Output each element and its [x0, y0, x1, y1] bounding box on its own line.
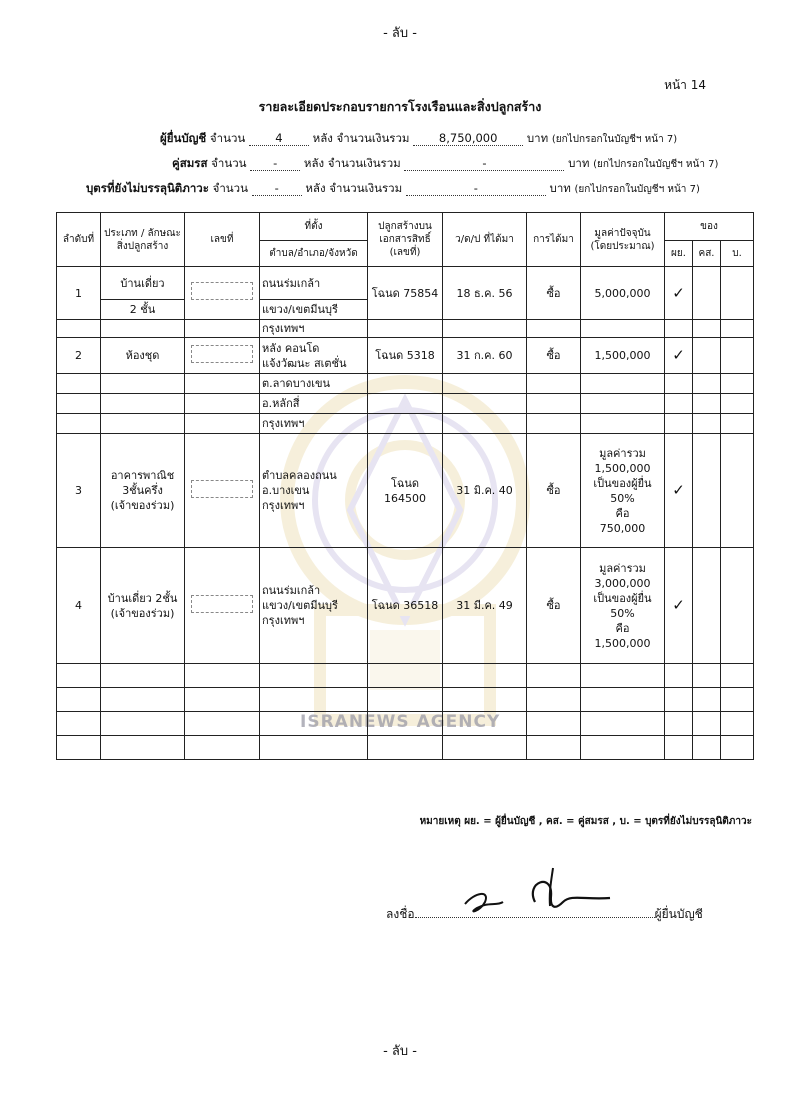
header-location-sub: ตำบล/อำเภอ/จังหวัด	[260, 241, 368, 267]
header-seq: ลำดับที่	[57, 213, 101, 267]
redacted-number	[191, 480, 253, 498]
building-table	[56, 212, 754, 760]
header-owner-child: บ.	[721, 241, 754, 267]
table-row: 4 บ้านเดี่ยว 2ชั้น (เจ้าของร่วม) ถนนร่มเกล้า แขวง/เขตมีนบุรี กรุงเทพฯ โฉนด 36518 31 มี.ค. 49 ซื้อ มูลค่ารวม 3,000,000 เป็นของผู้ยื่น 50% คือ 1,500,000 ✓	[57, 548, 754, 664]
watermark-text: ISRANEWS AGENCY	[300, 712, 501, 732]
summary-row-filer: ผู้ยื่นบัญชี จำนวน 4 หลัง จำนวนเงินรวม 8,750,000 บาท (ยกไปกรอกในบัญชีฯ หน้า 7)	[160, 131, 678, 145]
summary-row-spouse: คู่สมรส จำนวน - หลัง จำนวนเงินรวม - บาท (ยกไปกรอกในบัญชีฯ หน้า 7)	[172, 156, 719, 170]
redacted-number	[191, 595, 253, 613]
header-owner-self: ผย.	[665, 241, 693, 267]
header-number: เลขที่	[185, 213, 260, 267]
spouse-amount: -	[404, 156, 564, 171]
owner-self-check-icon: ✓	[665, 434, 693, 548]
header-value: มูลค่าปัจจุบัน (โดยประมาณ)	[581, 213, 665, 267]
secret-label-top: - ลับ -	[383, 26, 417, 41]
document-title: รายละเอียดประกอบรายการโรงเรือนและสิ่งปลูกสร้าง	[258, 99, 542, 114]
signature-line: ลงชื่อ ผู้ยื่นบัญชี	[386, 903, 703, 924]
table-header-row	[57, 213, 754, 241]
table-row: 2 ชั้น แขวง/เขตมีนบุรี	[57, 300, 754, 320]
header-type: ประเภท / ลักษณะ สิ่งปลูกสร้าง	[101, 213, 185, 267]
table-row-empty	[57, 736, 754, 760]
filer-count: 4	[249, 131, 309, 146]
header-date: ว/ด/ป ที่ได้มา	[443, 213, 527, 267]
table-row: 3 อาคารพาณิช 3ชั้นครึ่ง (เจ้าของร่วม) ตำบลคลองถนน อ.บางเขน กรุงเทพฯ โฉนด 164500 31 มิ.ค. 40 ซื้อ มูลค่ารวม 1,500,000 เป็นของผู้ยื่น 50% คือ 750,000 ✓	[57, 434, 754, 548]
table-row: 1 บ้านเดี่ยว ถนนร่มเกล้า โฉนด 75854 18 ธ.ค. 56 ซื้อ 5,000,000 ✓	[57, 267, 754, 300]
owner-self-check-icon: ✓	[665, 548, 693, 664]
owner-self-check-icon: ✓	[665, 338, 693, 374]
owner-self-check-icon: ✓	[665, 267, 693, 320]
header-owner: ของ	[665, 213, 754, 241]
table-row: 2 ห้องชุด หลัง คอนโด แจ้งวัฒนะ สเตชั่น โฉนด 5318 31 ก.ค. 60 ซื้อ 1,500,000 ✓	[57, 338, 754, 374]
header-acquire: การได้มา	[527, 213, 581, 267]
header-deed: ปลูกสร้างบน เอกสารสิทธิ์ (เลขที่)	[368, 213, 443, 267]
filer-amount: 8,750,000	[413, 131, 523, 146]
child-count: -	[252, 181, 302, 196]
child-amount: -	[406, 181, 546, 196]
table-row-empty	[57, 664, 754, 688]
table-row: กรุงเทพฯ	[57, 414, 754, 434]
signature-icon	[455, 862, 625, 922]
table-row-empty	[57, 688, 754, 712]
table-row: ต.ลาดบางเขน	[57, 374, 754, 394]
legend-note: หมายเหตุ ผย. = ผู้ยื่นบัญชี , คส. = คู่สมรส , บ. = บุตรที่ยังไม่บรรลุนิติภาวะ	[419, 816, 752, 827]
spouse-count: -	[250, 156, 300, 171]
table-row: กรุงเทพฯ	[57, 320, 754, 338]
redacted-number	[191, 282, 253, 300]
page-number: หน้า 14	[664, 78, 706, 92]
table-row-empty	[57, 712, 754, 736]
redacted-number	[191, 345, 253, 363]
summary-row-child: บุตรที่ยังไม่บรรลุนิติภาวะ จำนวน - หลัง จำนวนเงินรวม - บาท (ยกไปกรอกในบัญชีฯ หน้า 7)	[86, 181, 700, 195]
header-location: ที่ตั้ง	[260, 213, 368, 241]
header-owner-spouse: คส.	[693, 241, 721, 267]
table-row: อ.หลักสี่	[57, 394, 754, 414]
secret-label-bottom: - ลับ -	[383, 1044, 417, 1059]
